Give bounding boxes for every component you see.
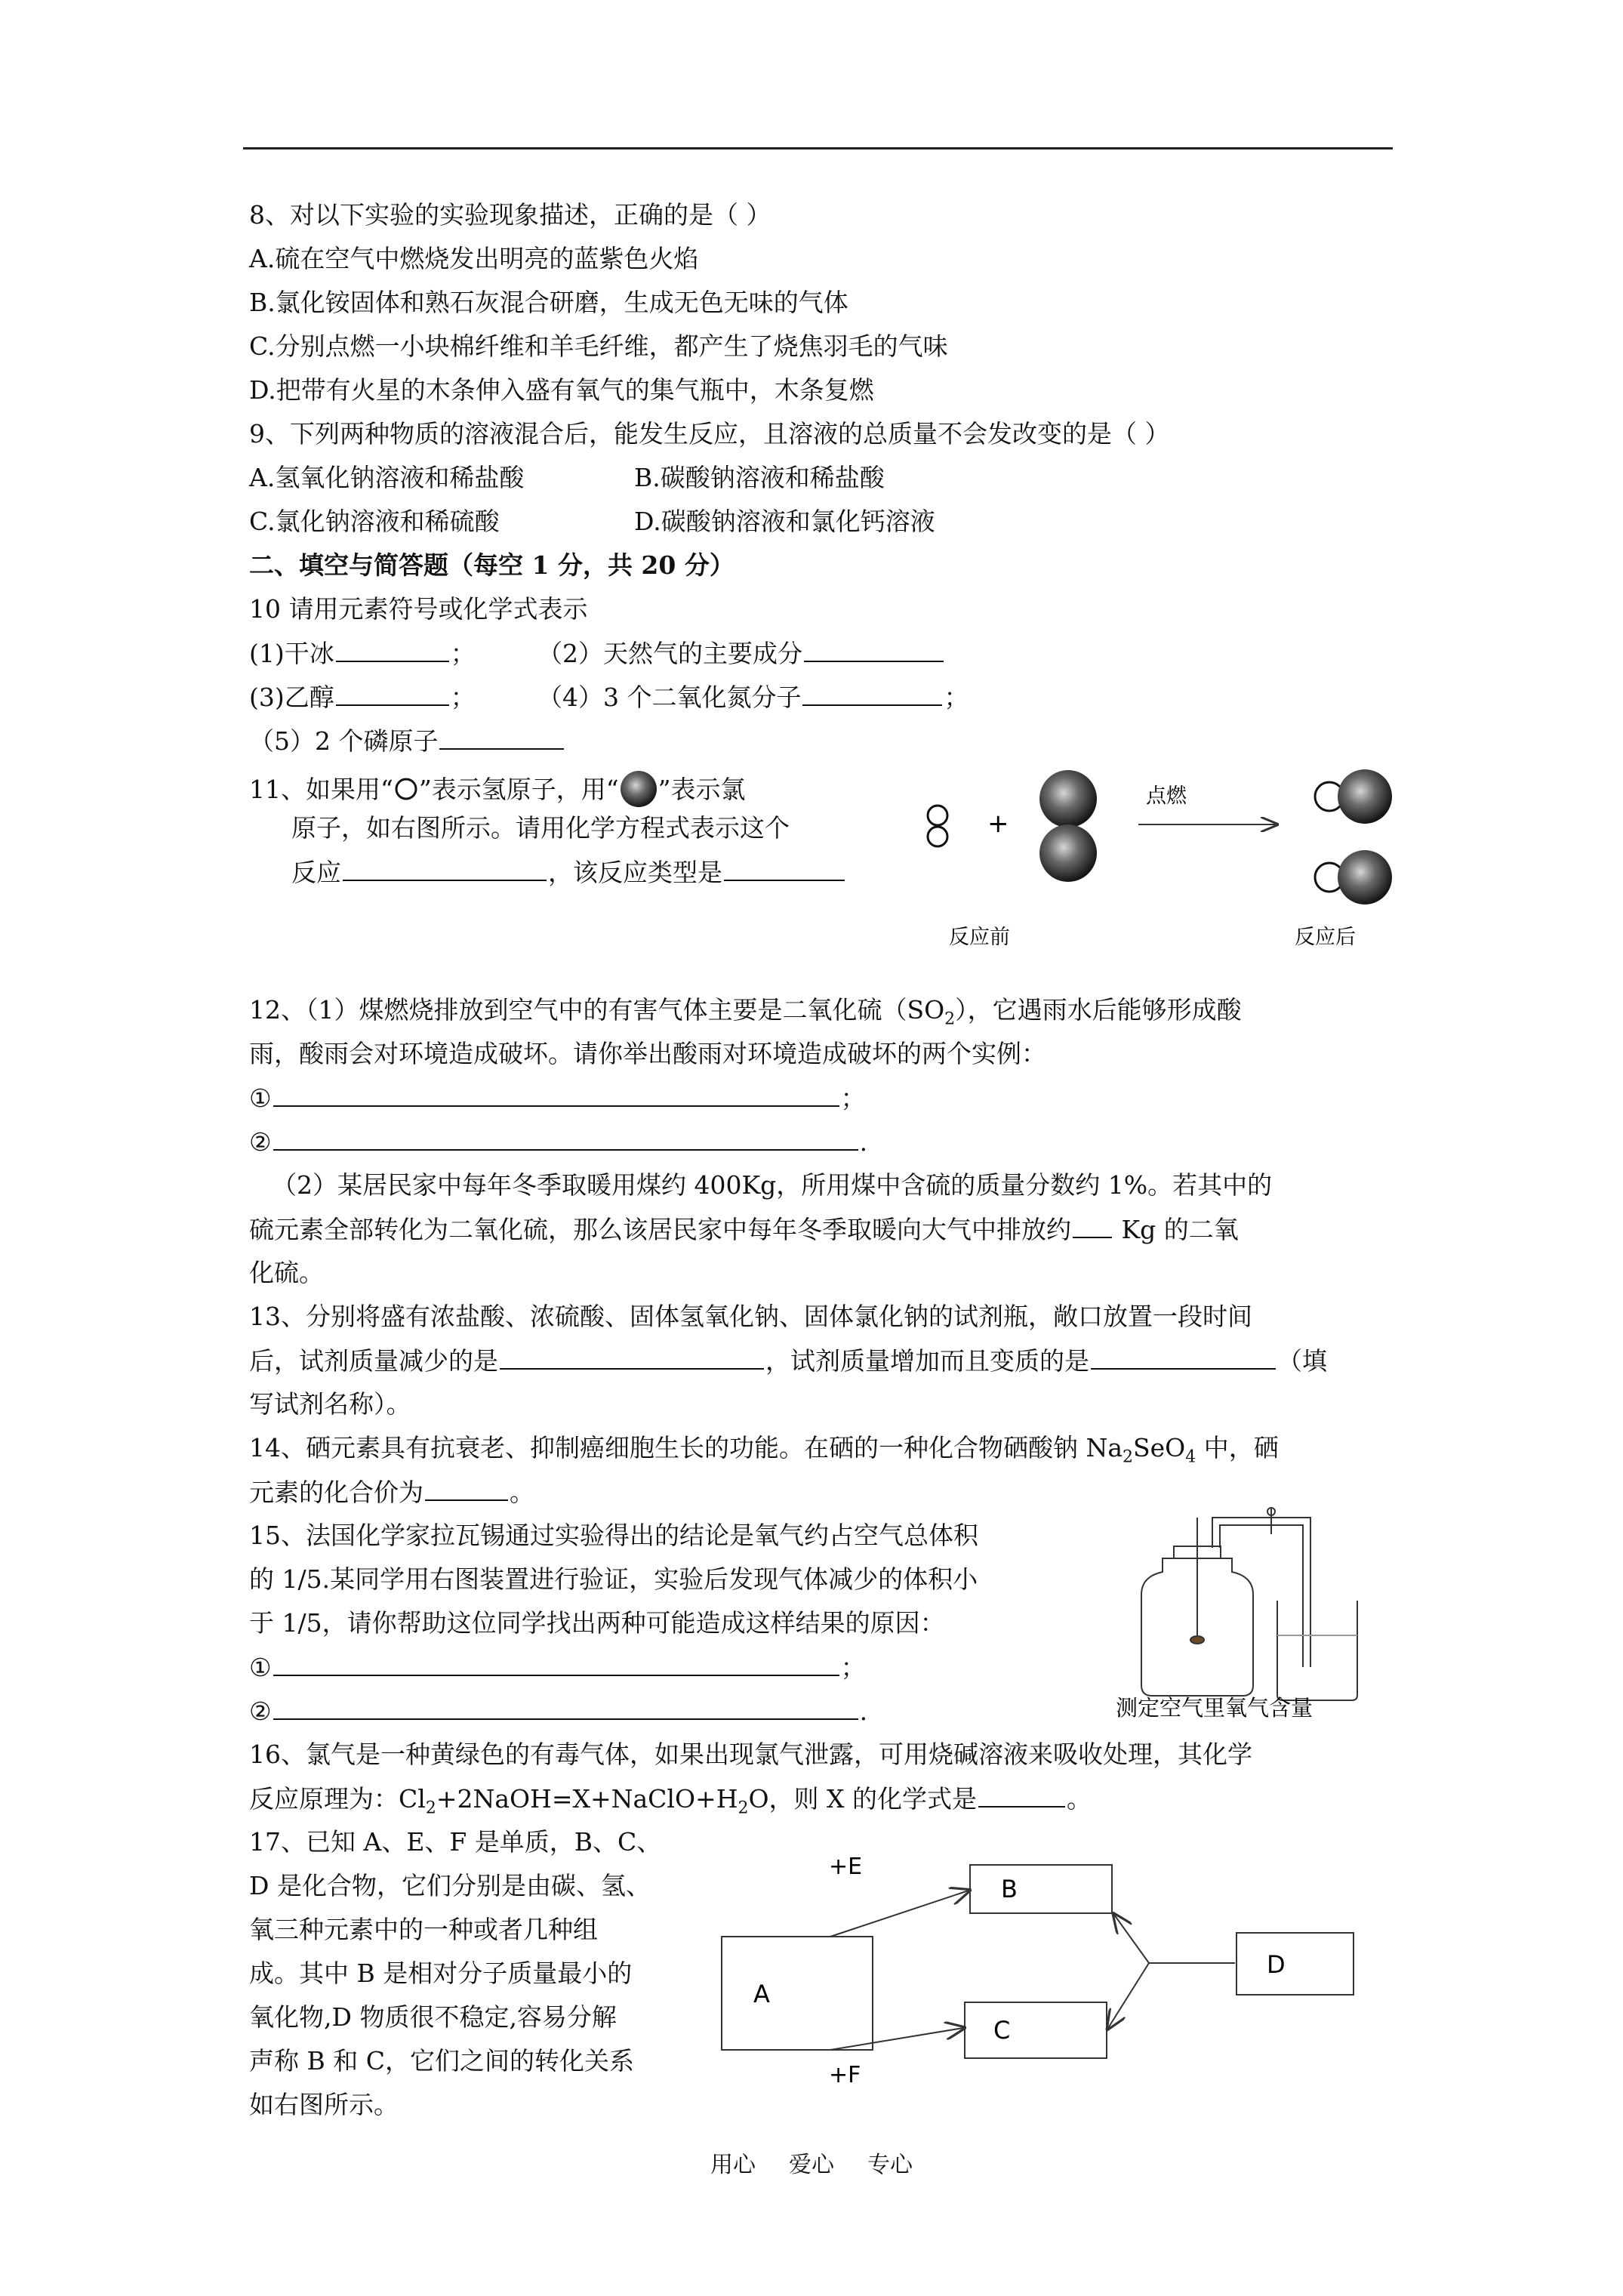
- footer-word-3: 专心: [867, 2152, 913, 2178]
- q12-part2-line-2: [249, 1214, 1239, 1245]
- q16-line-1: 16、氯气是一种黄绿色的有毒气体，如果出现氯气泄露，可用烧碱溶液来吸收处理，其化学: [249, 1740, 1252, 1769]
- circle-number-1: ①: [249, 1653, 272, 1682]
- q10-stem: 10 请用元素符号或化学式表示: [249, 594, 588, 624]
- q11-text-e: ，该反应类型是: [548, 858, 722, 887]
- section-2-title: 二、填空与简答题（每空 1 分，共 20 分）: [249, 550, 735, 580]
- arrow-a-to-b: [830, 1891, 969, 1937]
- footer-word-1: 用心: [710, 2152, 756, 2178]
- q13-line-2: [249, 1345, 1327, 1376]
- q10-row-2: [249, 682, 476, 713]
- arrow-d-to-c: [1108, 1963, 1149, 2028]
- q17-line-6: 声称 B 和 C，它们之间的转化关系: [249, 2046, 634, 2076]
- circle-number-1: ①: [249, 1083, 272, 1113]
- q11-text-c: ”表示氯: [658, 775, 746, 804]
- q10-blank-3[interactable]: [336, 682, 449, 706]
- chlorine-molecule-icon: [1039, 770, 1097, 882]
- q15-line-1: 15、法国化学家拉瓦锡通过实验得出的结论是氧气约占空气总体积: [249, 1521, 978, 1550]
- q10-part-1: (1)干冰: [249, 639, 334, 668]
- transformation-diagram: [710, 1842, 1374, 2091]
- q12-line-1: [249, 995, 1242, 1035]
- subscript: 2: [738, 1798, 749, 1818]
- q10-blank-1[interactable]: [336, 638, 449, 662]
- q9-option-a: A.氢氧化钠溶液和稀盐酸: [249, 463, 525, 492]
- q17-line-1: 17、已知 A、E、F 是单质，B、C、: [249, 1827, 662, 1857]
- q12-answer-2: [249, 1126, 867, 1157]
- q17-line-7: 如右图所示。: [249, 2090, 399, 2119]
- q17-line-3: 氧三种元素中的一种或者几种组: [249, 1915, 598, 1944]
- chlorine-atom-icon: [619, 769, 658, 809]
- q10-blank-5[interactable]: [439, 726, 564, 750]
- q8-stem: 8、对以下实验的实验现象描述，正确的是（ ）: [249, 200, 771, 230]
- subscript: 2: [425, 1798, 436, 1818]
- apparatus-caption: 测定空气里氧气含量: [1116, 1695, 1313, 1721]
- q14-line-2: [249, 1477, 534, 1508]
- q13-text-b: ，试剂质量增加而且变质的是: [765, 1346, 1089, 1376]
- q14-text-c: 元素的化合价为: [249, 1478, 423, 1507]
- q10-row-2b: [537, 682, 969, 713]
- q16-text-c: O，则 X 的化学式是: [748, 1784, 978, 1814]
- q12-answer-1: [249, 1083, 866, 1114]
- q8-option-a: A.硫在空气中燃烧发出明亮的蓝紫色火焰: [249, 244, 699, 273]
- q12-part2-line-1: （2）某居民家中每年冬季取暖用煤约 400Kg，所用煤中含硫的质量分数约 1%。若其中的: [272, 1170, 1273, 1200]
- q9-stem: 9、下列两种物质的溶液混合后，能发生反应，且溶液的总质量不会发改变的是（ ）: [249, 419, 1170, 448]
- q11-line-1: [249, 769, 746, 809]
- q10-row-1: [249, 638, 476, 669]
- q10-part-3: (3)乙醇: [249, 683, 334, 712]
- gas-bottle-icon: [1141, 1518, 1253, 1696]
- q12-text-a: 12、（1）煤燃烧排放到空气中的有害气体主要是二氧化硫（SO: [249, 995, 945, 1025]
- q12-blank-1[interactable]: [273, 1083, 839, 1107]
- q11-line-2: 原子，如右图所示。请用化学方程式表示这个: [291, 813, 790, 843]
- q17-line-4: 成。其中 B 是相对分子质量最小的: [249, 1959, 633, 1988]
- period: .: [859, 1697, 868, 1726]
- q10-blank-2[interactable]: [804, 638, 944, 662]
- q14-formula: SeO: [1133, 1433, 1186, 1462]
- q12-line-2: 雨，酸雨会对环境造成破坏。请你举出酸雨对环境造成破坏的两个实例：: [249, 1039, 1046, 1068]
- period: .: [859, 1127, 868, 1157]
- q13-blank-1[interactable]: [500, 1345, 764, 1370]
- label-plus-f: +F: [829, 2062, 861, 2088]
- ignite-label: 点燃: [1146, 784, 1187, 808]
- semicolon: ；: [450, 683, 476, 712]
- hcl-molecule-2-icon: [1315, 850, 1392, 905]
- box-a: [722, 1937, 873, 2050]
- arrow-d-to-b: [1114, 1915, 1149, 1963]
- q9-option-d: D.碳酸钠溶液和氯化钙溶液: [634, 507, 935, 536]
- q16-text-d: 。: [1067, 1784, 1092, 1814]
- q14-text-d: 。: [510, 1478, 534, 1507]
- semicolon: ；: [840, 1653, 866, 1682]
- q14-line-1: [249, 1433, 1279, 1473]
- q12-text-c: 硫元素全部转化为二氧化硫，那么该居民家中每年冬季取暖向大气中排放约: [249, 1215, 1071, 1244]
- label-b: B: [1001, 1875, 1018, 1903]
- q10-blank-4[interactable]: [802, 682, 942, 706]
- plus-sign: +: [987, 809, 1009, 839]
- q16-text-b: +2NaOH=X+NaClO+H: [436, 1784, 738, 1814]
- arrow-a-to-c: [830, 2028, 963, 2050]
- q13-line-3: 写试剂名称）。: [249, 1389, 411, 1419]
- q14-text-b: 中，硒: [1196, 1433, 1279, 1462]
- q12-blank-2[interactable]: [273, 1126, 858, 1151]
- q8-option-d: D.把带有火星的木条伸入盛有氧气的集气瓶中，木条复燃: [249, 375, 874, 405]
- page-footer: [0, 2146, 1623, 2179]
- q10-row-3: [249, 726, 565, 757]
- q15-answer-2: [249, 1696, 867, 1727]
- semicolon: ；: [944, 683, 969, 712]
- subscript: 2: [944, 1009, 956, 1029]
- q14-text-a: 14、硒元素具有抗衰老、抑制癌细胞生长的功能。在硒的一种化合物硒酸钠 Na: [249, 1433, 1123, 1462]
- q12-part2-line-3: 化硫。: [249, 1258, 324, 1287]
- box-b: [970, 1865, 1112, 1913]
- label-plus-e: +E: [829, 1854, 863, 1880]
- q10-part-2: （2）天然气的主要成分: [537, 639, 802, 668]
- footer-word-2: 爱心: [789, 2152, 834, 2178]
- q16-blank[interactable]: [978, 1783, 1065, 1808]
- box-c: [965, 2002, 1107, 2058]
- q16-line-2: [249, 1783, 1092, 1824]
- q15-blank-2[interactable]: [273, 1696, 858, 1720]
- after-label: 反应后: [1295, 926, 1356, 949]
- q9-option-b: B.碳酸钠溶液和稀盐酸: [634, 463, 885, 492]
- reaction-diagram: [898, 747, 1412, 959]
- label-d: D: [1267, 1950, 1286, 1979]
- q17-line-5: 氧化物,D 物质很不稳定,容易分解: [249, 2002, 617, 2032]
- q13-text-a: 后，试剂质量减少的是: [249, 1346, 498, 1376]
- q13-text-c: （填: [1277, 1346, 1327, 1376]
- subscript: 4: [1185, 1447, 1196, 1467]
- q10-part-4: （4）3 个二氧化氮分子: [537, 683, 802, 712]
- q13-line-1: 13、分别将盛有浓盐酸、浓硫酸、固体氢氧化钠、固体氯化钠的试剂瓶，敞口放置一段时间: [249, 1302, 1252, 1331]
- tube-and-clamp-icon: [1212, 1508, 1310, 1667]
- q11-blank-equation[interactable]: [343, 857, 547, 881]
- hydrogen-molecule-icon: [928, 806, 947, 846]
- q13-blank-2[interactable]: [1091, 1345, 1276, 1370]
- beaker-icon: [1277, 1601, 1357, 1700]
- q11-text-d: 反应: [291, 858, 341, 887]
- q11-blank-type[interactable]: [724, 857, 845, 881]
- label-c: C: [993, 2016, 1011, 2045]
- semicolon: ；: [450, 639, 476, 668]
- q9-option-c: C.氯化钠溶液和稀硫酸: [249, 507, 500, 536]
- q14-blank[interactable]: [425, 1477, 508, 1501]
- q15-line-3: 于 1/5，请你帮助这位同学找出两种可能造成这样结果的原因：: [249, 1608, 945, 1638]
- box-d: [1236, 1933, 1354, 1995]
- q15-blank-1[interactable]: [273, 1652, 839, 1676]
- q10-part-5: （5）2 个磷原子: [249, 726, 439, 756]
- semicolon: ；: [840, 1083, 866, 1113]
- q17-line-2: D 是化合物，它们分别是由碳、氢、: [249, 1871, 651, 1900]
- header-rule: [243, 147, 1393, 149]
- q12-text-b: ），它遇雨水后能够形成酸: [955, 995, 1242, 1025]
- q10-row-1b: [537, 638, 945, 669]
- before-label: 反应前: [949, 926, 1010, 949]
- oxygen-apparatus-diagram: [1110, 1502, 1381, 1721]
- subscript: 2: [1123, 1447, 1134, 1467]
- q15-line-2: 的 1/5.某同学用右图装置进行验证，实验后发现气体减少的体积小: [249, 1564, 978, 1594]
- circle-number-2: ②: [249, 1697, 272, 1726]
- q12-text-d: Kg 的二氧: [1113, 1215, 1239, 1244]
- q11-line-3: [291, 857, 846, 888]
- q11-text-b: ”表示氢原子，用“: [418, 775, 619, 804]
- q16-text-a: 反应原理为：Cl: [249, 1784, 426, 1814]
- circle-number-2: ②: [249, 1127, 272, 1157]
- hydrogen-atom-icon: [393, 776, 419, 802]
- hcl-molecule-1-icon: [1315, 769, 1392, 824]
- q8-option-b: B.氯化铵固体和熟石灰混合研磨，生成无色无味的气体: [249, 288, 848, 317]
- q11-text-a: 11、如果用“: [249, 775, 393, 804]
- q15-answer-1: [249, 1652, 866, 1683]
- label-a: A: [753, 1980, 770, 2008]
- q8-option-c: C.分别点燃一小块棉纤维和羊毛纤维，都产生了烧焦羽毛的气味: [249, 331, 948, 361]
- q12-blank-mass[interactable]: [1073, 1214, 1112, 1238]
